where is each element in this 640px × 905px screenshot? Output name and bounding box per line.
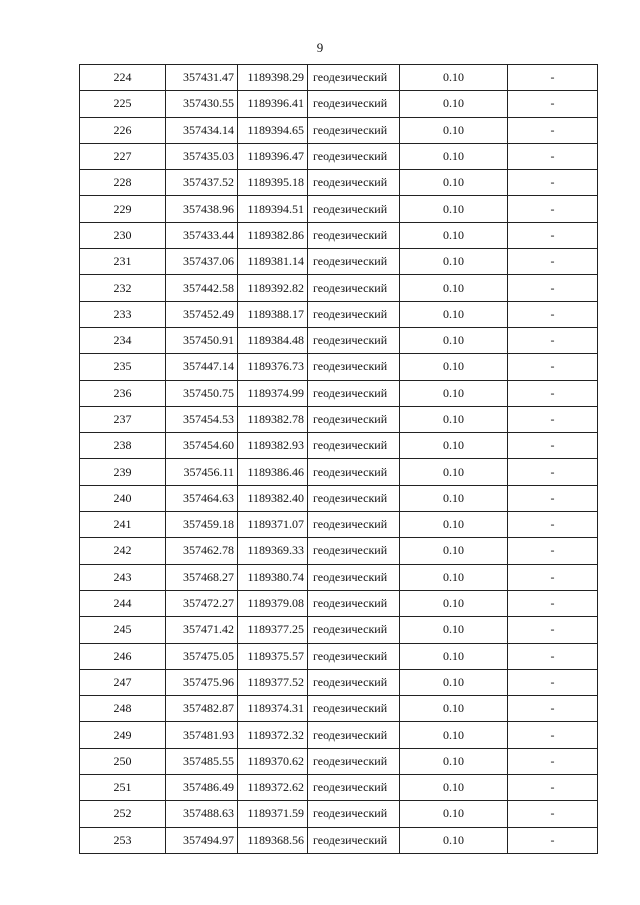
note-cell: - xyxy=(508,538,598,564)
note-cell: - xyxy=(508,643,598,669)
note-cell: - xyxy=(508,669,598,695)
note-cell: - xyxy=(508,722,598,748)
x-coordinate-cell: 357454.60 xyxy=(166,433,238,459)
accuracy-cell: 0.10 xyxy=(400,354,508,380)
x-coordinate-cell: 357438.96 xyxy=(166,196,238,222)
y-coordinate-cell: 1189372.62 xyxy=(238,775,308,801)
method-cell: геодезический xyxy=(308,117,400,143)
x-coordinate-cell: 357475.96 xyxy=(166,669,238,695)
note-cell: - xyxy=(508,380,598,406)
coordinates-table xyxy=(79,64,598,854)
point-number-cell: 229 xyxy=(80,196,166,222)
y-coordinate-cell: 1189392.82 xyxy=(238,275,308,301)
note-cell: - xyxy=(508,222,598,248)
y-coordinate-cell: 1189371.07 xyxy=(238,512,308,538)
note-cell: - xyxy=(508,354,598,380)
y-coordinate-cell: 1189376.73 xyxy=(238,354,308,380)
y-coordinate-cell: 1189388.17 xyxy=(238,301,308,327)
point-number-cell: 239 xyxy=(80,459,166,485)
point-number-cell: 240 xyxy=(80,485,166,511)
point-number-cell: 249 xyxy=(80,722,166,748)
table-row xyxy=(80,564,598,590)
method-cell: геодезический xyxy=(308,512,400,538)
point-number-cell: 235 xyxy=(80,354,166,380)
x-coordinate-cell: 357456.11 xyxy=(166,459,238,485)
method-cell: геодезический xyxy=(308,380,400,406)
point-number-cell: 244 xyxy=(80,590,166,616)
note-cell: - xyxy=(508,590,598,616)
method-cell: геодезический xyxy=(308,643,400,669)
table-row xyxy=(80,222,598,248)
note-cell: - xyxy=(508,170,598,196)
x-coordinate-cell: 357435.03 xyxy=(166,143,238,169)
point-number-cell: 245 xyxy=(80,617,166,643)
table-row xyxy=(80,485,598,511)
point-number-cell: 233 xyxy=(80,301,166,327)
y-coordinate-cell: 1189398.29 xyxy=(238,65,308,91)
y-coordinate-cell: 1189396.41 xyxy=(238,91,308,117)
method-cell: геодезический xyxy=(308,327,400,353)
table-row xyxy=(80,801,598,827)
table-row xyxy=(80,617,598,643)
table-row xyxy=(80,775,598,801)
accuracy-cell: 0.10 xyxy=(400,564,508,590)
point-number-cell: 250 xyxy=(80,748,166,774)
y-coordinate-cell: 1189382.86 xyxy=(238,222,308,248)
method-cell: геодезический xyxy=(308,564,400,590)
x-coordinate-cell: 357454.53 xyxy=(166,406,238,432)
y-coordinate-cell: 1189375.57 xyxy=(238,643,308,669)
table-row xyxy=(80,590,598,616)
note-cell: - xyxy=(508,406,598,432)
y-coordinate-cell: 1189369.33 xyxy=(238,538,308,564)
x-coordinate-cell: 357459.18 xyxy=(166,512,238,538)
y-coordinate-cell: 1189372.32 xyxy=(238,722,308,748)
accuracy-cell: 0.10 xyxy=(400,249,508,275)
point-number-cell: 230 xyxy=(80,222,166,248)
note-cell: - xyxy=(508,775,598,801)
x-coordinate-cell: 357437.52 xyxy=(166,170,238,196)
table-row xyxy=(80,406,598,432)
accuracy-cell: 0.10 xyxy=(400,143,508,169)
note-cell: - xyxy=(508,827,598,853)
note-cell: - xyxy=(508,512,598,538)
table-row xyxy=(80,512,598,538)
accuracy-cell: 0.10 xyxy=(400,722,508,748)
point-number-cell: 224 xyxy=(80,65,166,91)
note-cell: - xyxy=(508,617,598,643)
method-cell: геодезический xyxy=(308,196,400,222)
point-number-cell: 227 xyxy=(80,143,166,169)
accuracy-cell: 0.10 xyxy=(400,801,508,827)
x-coordinate-cell: 357488.63 xyxy=(166,801,238,827)
method-cell: геодезический xyxy=(308,617,400,643)
point-number-cell: 241 xyxy=(80,512,166,538)
method-cell: геодезический xyxy=(308,538,400,564)
table-row xyxy=(80,643,598,669)
y-coordinate-cell: 1189370.62 xyxy=(238,748,308,774)
method-cell: геодезический xyxy=(308,249,400,275)
point-number-cell: 234 xyxy=(80,327,166,353)
x-coordinate-cell: 357462.78 xyxy=(166,538,238,564)
y-coordinate-cell: 1189368.56 xyxy=(238,827,308,853)
method-cell: геодезический xyxy=(308,406,400,432)
note-cell: - xyxy=(508,91,598,117)
method-cell: геодезический xyxy=(308,222,400,248)
point-number-cell: 232 xyxy=(80,275,166,301)
point-number-cell: 238 xyxy=(80,433,166,459)
accuracy-cell: 0.10 xyxy=(400,406,508,432)
method-cell: геодезический xyxy=(308,354,400,380)
point-number-cell: 231 xyxy=(80,249,166,275)
table-row xyxy=(80,696,598,722)
y-coordinate-cell: 1189382.93 xyxy=(238,433,308,459)
point-number-cell: 243 xyxy=(80,564,166,590)
accuracy-cell: 0.10 xyxy=(400,827,508,853)
method-cell: геодезический xyxy=(308,775,400,801)
table-row xyxy=(80,669,598,695)
x-coordinate-cell: 357486.49 xyxy=(166,775,238,801)
point-number-cell: 225 xyxy=(80,91,166,117)
accuracy-cell: 0.10 xyxy=(400,538,508,564)
y-coordinate-cell: 1189394.51 xyxy=(238,196,308,222)
table-row xyxy=(80,275,598,301)
y-coordinate-cell: 1189384.48 xyxy=(238,327,308,353)
point-number-cell: 246 xyxy=(80,643,166,669)
note-cell: - xyxy=(508,143,598,169)
y-coordinate-cell: 1189395.18 xyxy=(238,170,308,196)
y-coordinate-cell: 1189374.99 xyxy=(238,380,308,406)
method-cell: геодезический xyxy=(308,696,400,722)
x-coordinate-cell: 357485.55 xyxy=(166,748,238,774)
table-row xyxy=(80,722,598,748)
x-coordinate-cell: 357447.14 xyxy=(166,354,238,380)
point-number-cell: 226 xyxy=(80,117,166,143)
method-cell: геодезический xyxy=(308,433,400,459)
y-coordinate-cell: 1189382.78 xyxy=(238,406,308,432)
y-coordinate-cell: 1189381.14 xyxy=(238,249,308,275)
accuracy-cell: 0.10 xyxy=(400,696,508,722)
x-coordinate-cell: 357472.27 xyxy=(166,590,238,616)
y-coordinate-cell: 1189382.40 xyxy=(238,485,308,511)
accuracy-cell: 0.10 xyxy=(400,275,508,301)
method-cell: геодезический xyxy=(308,590,400,616)
accuracy-cell: 0.10 xyxy=(400,459,508,485)
table-row xyxy=(80,459,598,485)
method-cell: геодезический xyxy=(308,748,400,774)
method-cell: геодезический xyxy=(308,801,400,827)
point-number-cell: 252 xyxy=(80,801,166,827)
y-coordinate-cell: 1189371.59 xyxy=(238,801,308,827)
table-row xyxy=(80,249,598,275)
x-coordinate-cell: 357494.97 xyxy=(166,827,238,853)
table-row xyxy=(80,538,598,564)
accuracy-cell: 0.10 xyxy=(400,170,508,196)
method-cell: геодезический xyxy=(308,722,400,748)
note-cell: - xyxy=(508,433,598,459)
accuracy-cell: 0.10 xyxy=(400,433,508,459)
x-coordinate-cell: 357450.75 xyxy=(166,380,238,406)
x-coordinate-cell: 357433.44 xyxy=(166,222,238,248)
point-number-cell: 247 xyxy=(80,669,166,695)
accuracy-cell: 0.10 xyxy=(400,590,508,616)
note-cell: - xyxy=(508,748,598,774)
accuracy-cell: 0.10 xyxy=(400,512,508,538)
table-row xyxy=(80,354,598,380)
note-cell: - xyxy=(508,275,598,301)
y-coordinate-cell: 1189377.25 xyxy=(238,617,308,643)
y-coordinate-cell: 1189374.31 xyxy=(238,696,308,722)
x-coordinate-cell: 357437.06 xyxy=(166,249,238,275)
method-cell: геодезический xyxy=(308,91,400,117)
note-cell: - xyxy=(508,301,598,327)
accuracy-cell: 0.10 xyxy=(400,222,508,248)
x-coordinate-cell: 357442.58 xyxy=(166,275,238,301)
y-coordinate-cell: 1189379.08 xyxy=(238,590,308,616)
accuracy-cell: 0.10 xyxy=(400,117,508,143)
method-cell: геодезический xyxy=(308,485,400,511)
x-coordinate-cell: 357434.14 xyxy=(166,117,238,143)
x-coordinate-cell: 357464.63 xyxy=(166,485,238,511)
table-row xyxy=(80,380,598,406)
table-row xyxy=(80,117,598,143)
x-coordinate-cell: 357468.27 xyxy=(166,564,238,590)
table-row xyxy=(80,143,598,169)
accuracy-cell: 0.10 xyxy=(400,380,508,406)
y-coordinate-cell: 1189386.46 xyxy=(238,459,308,485)
accuracy-cell: 0.10 xyxy=(400,327,508,353)
note-cell: - xyxy=(508,696,598,722)
table-row xyxy=(80,301,598,327)
method-cell: геодезический xyxy=(308,301,400,327)
note-cell: - xyxy=(508,249,598,275)
table-row xyxy=(80,748,598,774)
method-cell: геодезический xyxy=(308,275,400,301)
x-coordinate-cell: 357431.47 xyxy=(166,65,238,91)
x-coordinate-cell: 357450.91 xyxy=(166,327,238,353)
accuracy-cell: 0.10 xyxy=(400,91,508,117)
point-number-cell: 253 xyxy=(80,827,166,853)
point-number-cell: 237 xyxy=(80,406,166,432)
coordinates-table-body xyxy=(80,65,598,854)
x-coordinate-cell: 357430.55 xyxy=(166,91,238,117)
table-row xyxy=(80,196,598,222)
y-coordinate-cell: 1189396.47 xyxy=(238,143,308,169)
table-row xyxy=(80,170,598,196)
table-row xyxy=(80,91,598,117)
point-number-cell: 251 xyxy=(80,775,166,801)
accuracy-cell: 0.10 xyxy=(400,643,508,669)
note-cell: - xyxy=(508,801,598,827)
note-cell: - xyxy=(508,65,598,91)
accuracy-cell: 0.10 xyxy=(400,775,508,801)
x-coordinate-cell: 357475.05 xyxy=(166,643,238,669)
y-coordinate-cell: 1189377.52 xyxy=(238,669,308,695)
point-number-cell: 248 xyxy=(80,696,166,722)
note-cell: - xyxy=(508,459,598,485)
method-cell: геодезический xyxy=(308,459,400,485)
note-cell: - xyxy=(508,485,598,511)
method-cell: геодезический xyxy=(308,827,400,853)
accuracy-cell: 0.10 xyxy=(400,748,508,774)
accuracy-cell: 0.10 xyxy=(400,301,508,327)
point-number-cell: 228 xyxy=(80,170,166,196)
accuracy-cell: 0.10 xyxy=(400,617,508,643)
note-cell: - xyxy=(508,196,598,222)
note-cell: - xyxy=(508,117,598,143)
y-coordinate-cell: 1189380.74 xyxy=(238,564,308,590)
point-number-cell: 236 xyxy=(80,380,166,406)
accuracy-cell: 0.10 xyxy=(400,669,508,695)
point-number-cell: 242 xyxy=(80,538,166,564)
method-cell: геодезический xyxy=(308,170,400,196)
method-cell: геодезический xyxy=(308,65,400,91)
note-cell: - xyxy=(508,327,598,353)
x-coordinate-cell: 357471.42 xyxy=(166,617,238,643)
table-row xyxy=(80,827,598,853)
accuracy-cell: 0.10 xyxy=(400,196,508,222)
accuracy-cell: 0.10 xyxy=(400,485,508,511)
note-cell: - xyxy=(508,564,598,590)
table-row xyxy=(80,433,598,459)
page-number: 9 xyxy=(316,40,324,55)
x-coordinate-cell: 357481.93 xyxy=(166,722,238,748)
x-coordinate-cell: 357482.87 xyxy=(166,696,238,722)
method-cell: геодезический xyxy=(308,143,400,169)
method-cell: геодезический xyxy=(308,669,400,695)
accuracy-cell: 0.10 xyxy=(400,65,508,91)
table-row xyxy=(80,65,598,91)
y-coordinate-cell: 1189394.65 xyxy=(238,117,308,143)
table-row xyxy=(80,327,598,353)
x-coordinate-cell: 357452.49 xyxy=(166,301,238,327)
